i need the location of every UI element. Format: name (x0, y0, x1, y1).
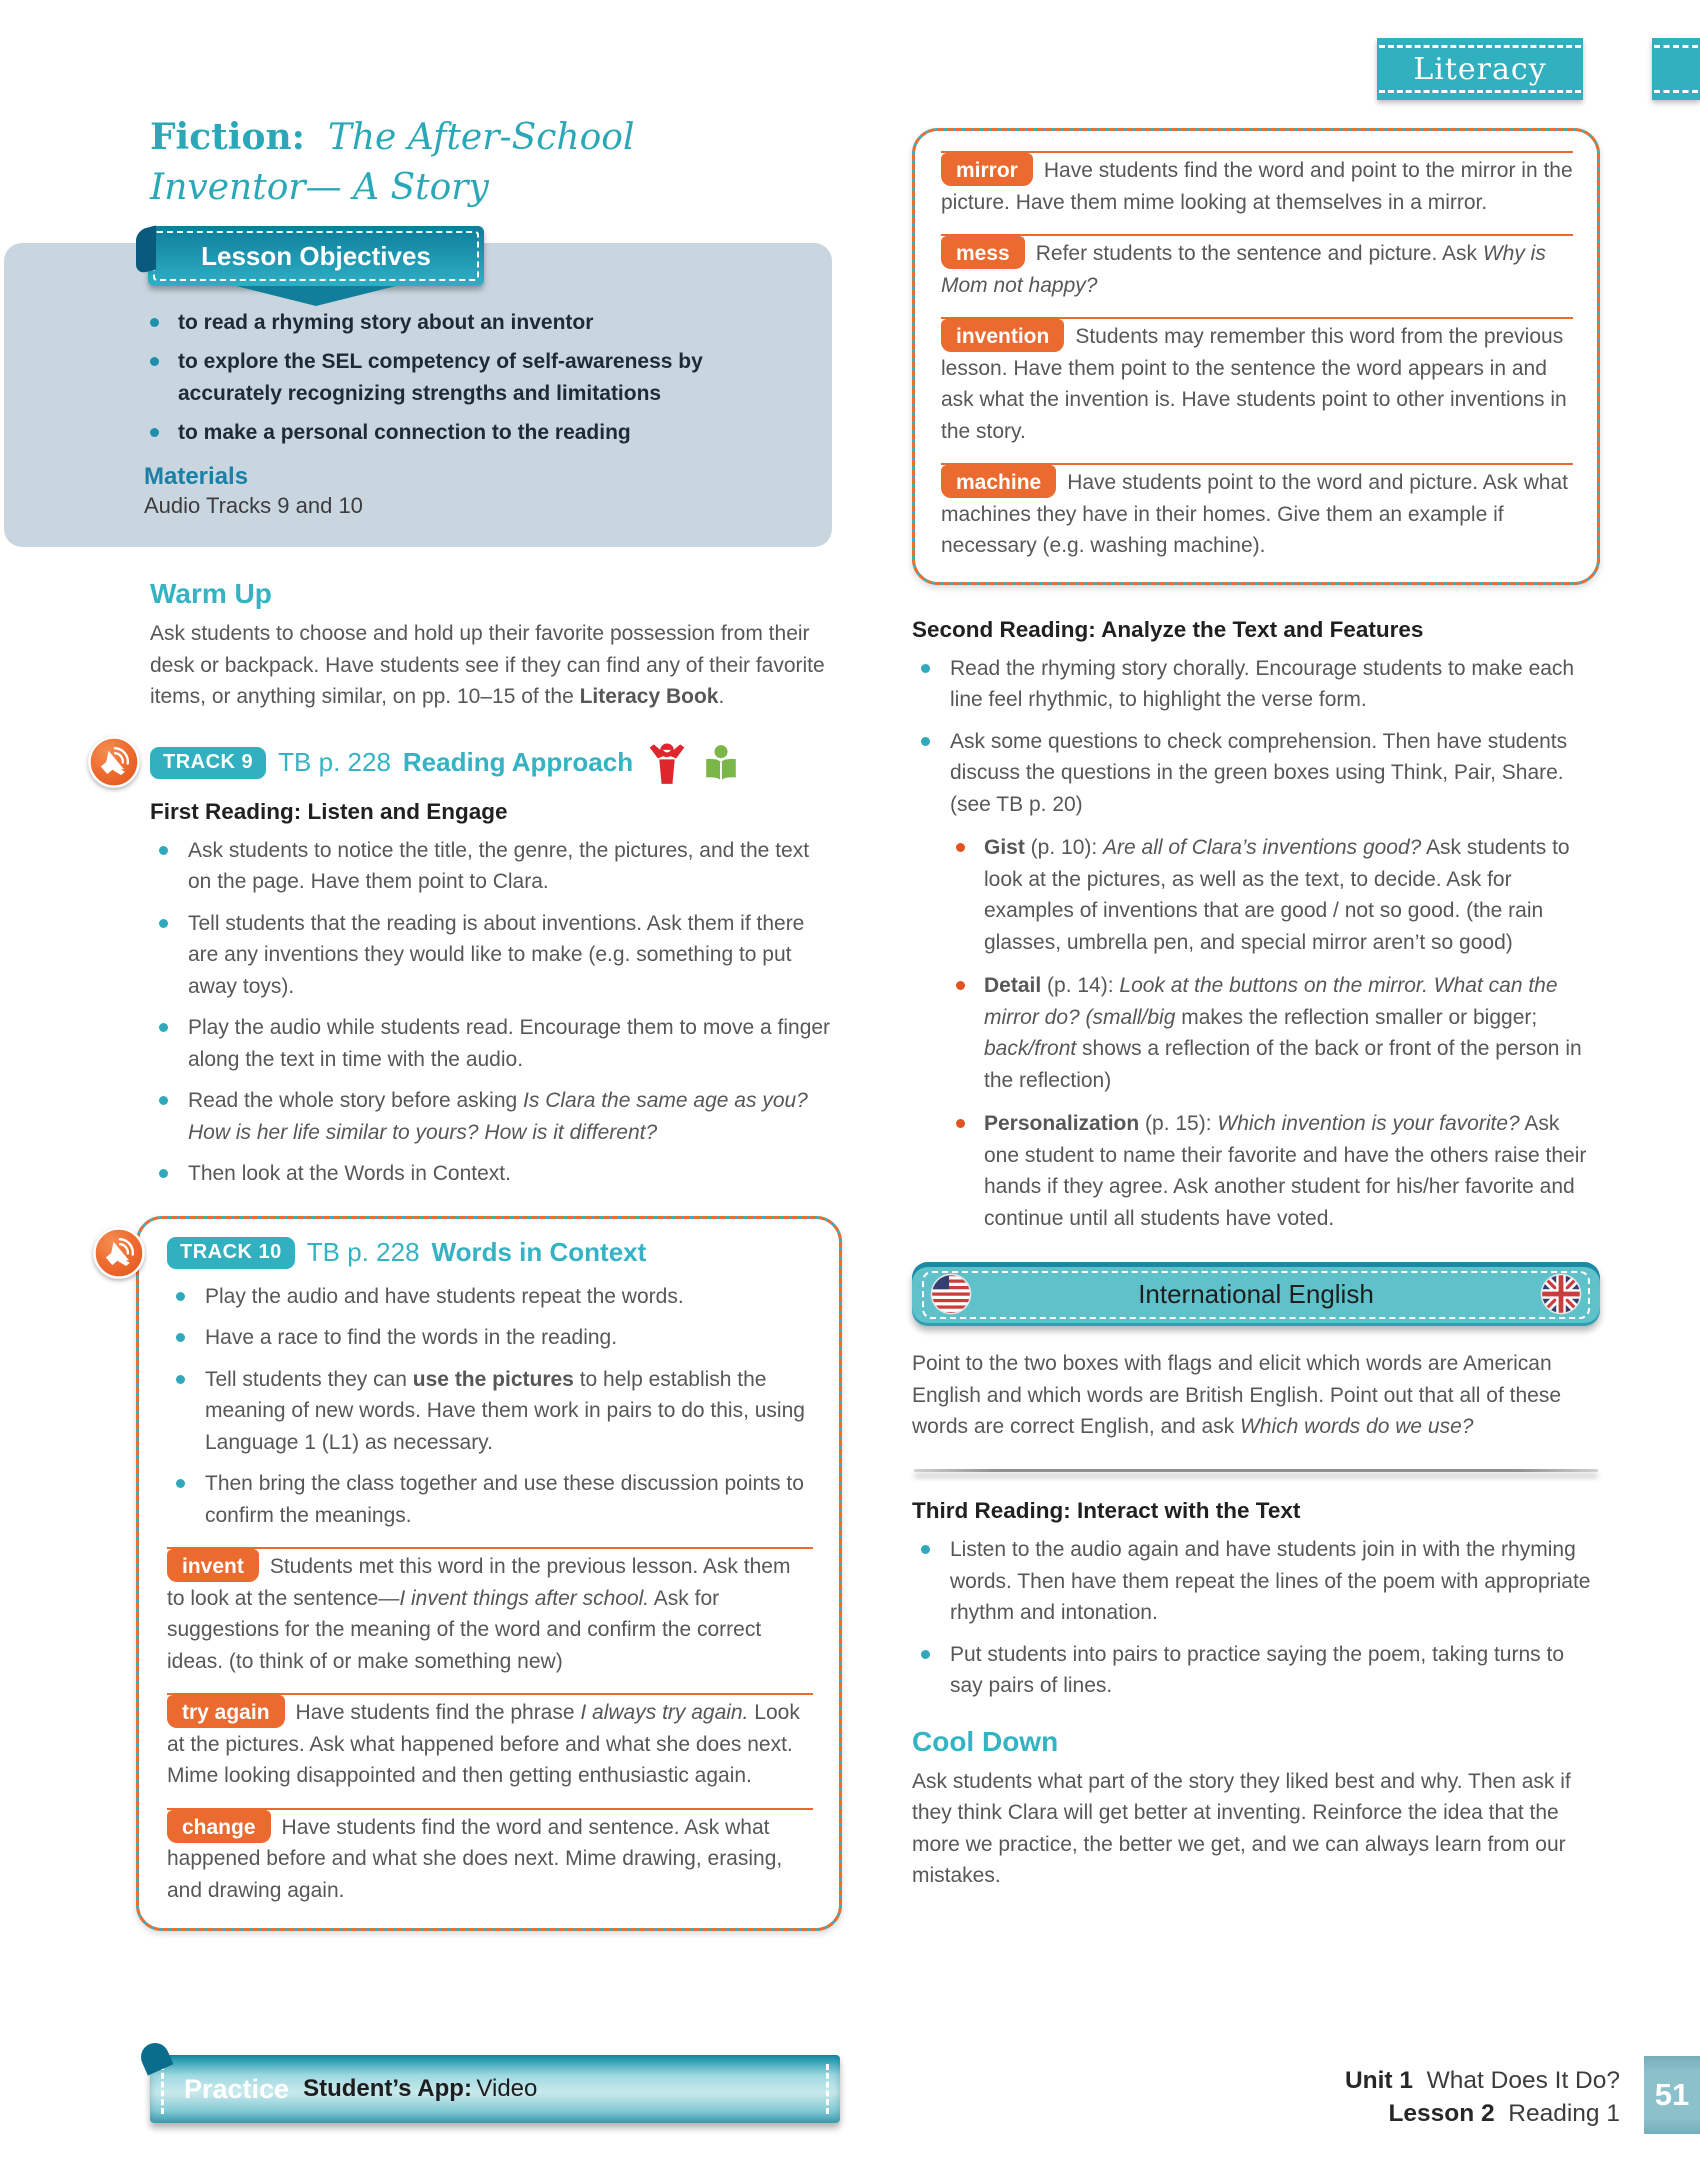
list-item: Tell students they can use the pictures to help establish the meaning of new words. Have them work in pairs to do this, using Language 1 (L1) as necessary. (167, 1364, 813, 1459)
sub-list-item: Personalization (p. 15): Which invention is your favorite? Ask one student to name their favorite and have the others raise their hands if they agree. Ask another student for his/her favorite and continue until all students have voted. (950, 1108, 1600, 1234)
words-in-context-title: Words in Context (431, 1237, 647, 1268)
list-item: Play the audio while students read. Encourage them to move a finger along the text in time with the audio. (150, 1012, 832, 1075)
international-english-banner (912, 1262, 1600, 1326)
us-flag-icon (930, 1273, 972, 1315)
ribbon-fold (136, 226, 156, 275)
students-app-value: Video (476, 2075, 538, 2102)
footer-unit-info (1345, 2064, 1620, 2130)
lesson-objectives-panel (4, 240, 832, 547)
students-app-label: Student’s App: (303, 2075, 472, 2102)
third-reading-list (912, 1534, 1600, 1702)
word-entry (941, 234, 1573, 301)
lesson-objectives-banner-label: Lesson Objectives (201, 240, 431, 271)
word-entry-body: Students may remember this word from the previous lesson. Have them point to the sentence the word appears in and ask what the invention is. Have students point to other inventions in the story. (941, 325, 1567, 443)
third-reading-heading: Third Reading: Interact with the Text (912, 1497, 1301, 1523)
literacy-ribbon-label: Literacy (1413, 51, 1547, 87)
word-entries-box (912, 128, 1600, 585)
megaphone-icon (88, 736, 140, 788)
word-entry (167, 1547, 813, 1677)
word-entry-body: Refer students to the sentence and picture. Ask Why is Mom not happy? (941, 242, 1546, 297)
right-column (912, 128, 1600, 1892)
sub-list-item: Gist (p. 10): Are all of Clara’s inventions good? Ask students to look at the pictures, as well as the text, to decide. Ask for examples of inventions that are good / not so good. (the rain glasses, umbrella pen, and special mirror aren’t so good) (950, 832, 1600, 958)
track-9-badge: TRACK 9 (150, 747, 266, 779)
track-10-badge: TRACK 10 (167, 1237, 295, 1269)
words-in-context-list (167, 1281, 813, 1532)
word-entry (167, 1693, 813, 1792)
word-entry-body: Have students find the phrase I always try again. Look at the pictures. Ask what happened before and what she does next. Mime looking disappointed and then getting enthusiastic again. (167, 1701, 800, 1788)
reading-approach-title: Reading Approach (402, 747, 634, 778)
first-reading-heading: First Reading: Listen and Engage (150, 798, 508, 824)
word-entry-body: Have students find the word and point to the mirror in the picture. Have them mime looking at themselves in a mirror. (941, 159, 1573, 214)
left-column (150, 578, 832, 1931)
list-item (912, 726, 1600, 1235)
track-9-row (150, 741, 832, 785)
practice-label: Practice (184, 2073, 290, 2104)
reading-student-icon (701, 741, 741, 785)
page-number: 51 (1654, 2077, 1690, 2112)
word-entry (167, 1808, 813, 1907)
lesson-line: Lesson 2 Reading 1 (1388, 2100, 1620, 2127)
second-reading-list (912, 653, 1600, 1235)
word-tag: invent (167, 1549, 259, 1582)
international-english-body: Point to the two boxes with flags and elicit which words are American English and which words are British English. Point out that all of these words are correct English, and ask Which words do we use? (912, 1352, 1562, 1439)
second-reading-heading: Second Reading: Analyze the Text and Features (912, 616, 1424, 642)
cheering-student-icon (647, 741, 687, 785)
list-item: Read the whole story before asking Is Clara the same age as you? How is her life similar to yours? How is it different? (150, 1085, 832, 1148)
uk-flag-icon (1540, 1273, 1582, 1315)
page-number-badge (1644, 2056, 1700, 2134)
lesson-objectives-banner (148, 226, 484, 286)
cool-down-body: Ask students what part of the story they liked best and why. Then ask if they think Clara will get better at inventing. Reinforce the idea that the more we practice, the better we get, and we can always learn from our mistakes. (912, 1769, 1571, 1888)
tb-page-ref: TB p. 228 (278, 747, 391, 778)
first-reading-list (150, 835, 832, 1190)
list-item: Have a race to find the words in the reading. (167, 1322, 813, 1354)
section-divider (914, 1469, 1598, 1472)
materials-value: Audio Tracks 9 and 10 (144, 493, 363, 518)
list-item: Listen to the audio again and have students join in with the rhyming words. Then have them repeat the lines of the poem with appropriate rhythm and intonation. (912, 1534, 1600, 1629)
unit-line: Unit 1 What Does It Do? (1344, 2067, 1620, 2094)
word-entry (941, 463, 1573, 562)
word-entry (941, 317, 1573, 447)
word-entry (941, 151, 1573, 218)
objective-item: to read a rhyming story about an inventor (144, 307, 802, 339)
list-item: Then bring the class together and use these discussion points to confirm the meanings. (167, 1468, 813, 1531)
list-item-text: Ask some questions to check comprehension. Then have students discuss the questions in the green boxes using Think, Pair, Share. (see TB p. 20) (950, 729, 1568, 816)
objectives-list (144, 307, 802, 449)
list-item: Read the rhyming story chorally. Encourage students to make each line feel rhythmic, to highlight the verse form. (912, 653, 1600, 716)
list-item: Then look at the Words in Context. (150, 1158, 832, 1190)
megaphone-icon (93, 1227, 145, 1279)
objective-item: to make a personal connection to the reading (144, 417, 802, 449)
word-tag: mirror (941, 153, 1033, 186)
list-item: Put students into pairs to practice saying the poem, taking turns to say pairs of lines. (912, 1639, 1600, 1702)
track-10-row (167, 1237, 813, 1269)
word-tag: try again (167, 1695, 285, 1728)
word-entry-body: Have students point to the word and picture. Ask what machines they have in their homes. Give them an example if necessary (e.g. washing machine). (941, 471, 1568, 557)
sub-list-item: Detail (p. 14): Look at the buttons on the mirror. What can the mirror do? (small/big makes the reflection smaller or bigger; back/front shows a reflection of the back or front of the person in the reflection) (950, 970, 1600, 1096)
list-item: Tell students that the reading is about inventions. Ask them if there are any inventions they would like to make (e.g. something to put away toys). (150, 908, 832, 1003)
word-tag: machine (941, 465, 1056, 498)
page-title-line-1: Fiction: The After-School (150, 116, 635, 158)
tb-page-ref: TB p. 228 (306, 1237, 420, 1268)
edge-ribbon-decoration (1652, 38, 1700, 100)
warm-up-heading: Warm Up (150, 578, 272, 609)
words-in-context-box (136, 1216, 842, 1932)
international-english-label: International English (1138, 1278, 1374, 1309)
word-tag: change (167, 1810, 271, 1843)
comprehension-question-list (950, 832, 1600, 1234)
objective-item: to explore the SEL competency of self-awareness by accurately recognizing strengths and limitations (144, 346, 802, 410)
list-item: Play the audio and have students repeat the words. (167, 1281, 813, 1313)
page-title-line-2: Inventor— A Story (150, 167, 489, 208)
page-title (150, 112, 770, 213)
list-item: Ask students to notice the title, the genre, the pictures, and the text on the page. Have them point to Clara. (150, 835, 832, 898)
word-entry-body: Students met this word in the previous lesson. Ask them to look at the sentence—I invent things after school. Ask for suggestions for the meaning of the word and confirm the correct ideas. (to think of or make something new) (167, 1555, 791, 1673)
word-tag: invention (941, 319, 1064, 352)
word-tag: mess (941, 236, 1025, 269)
literacy-ribbon (1377, 38, 1583, 100)
cool-down-heading: Cool Down (912, 1725, 1059, 1757)
practice-banner (150, 2055, 840, 2123)
ribbon-fold (137, 2039, 174, 2076)
materials-heading: Materials (144, 463, 249, 490)
warm-up-body: Ask students to choose and hold up their favorite possession from their desk or backpack. Have students see if they can find any of their favorite items, or anything similar, on pp. 10–15 of the Literacy Book. (150, 622, 825, 709)
word-entry-body: Have students find the word and sentence. Ask what happened before and what she does next. Mime drawing, erasing, and drawing again. (167, 1815, 783, 1902)
